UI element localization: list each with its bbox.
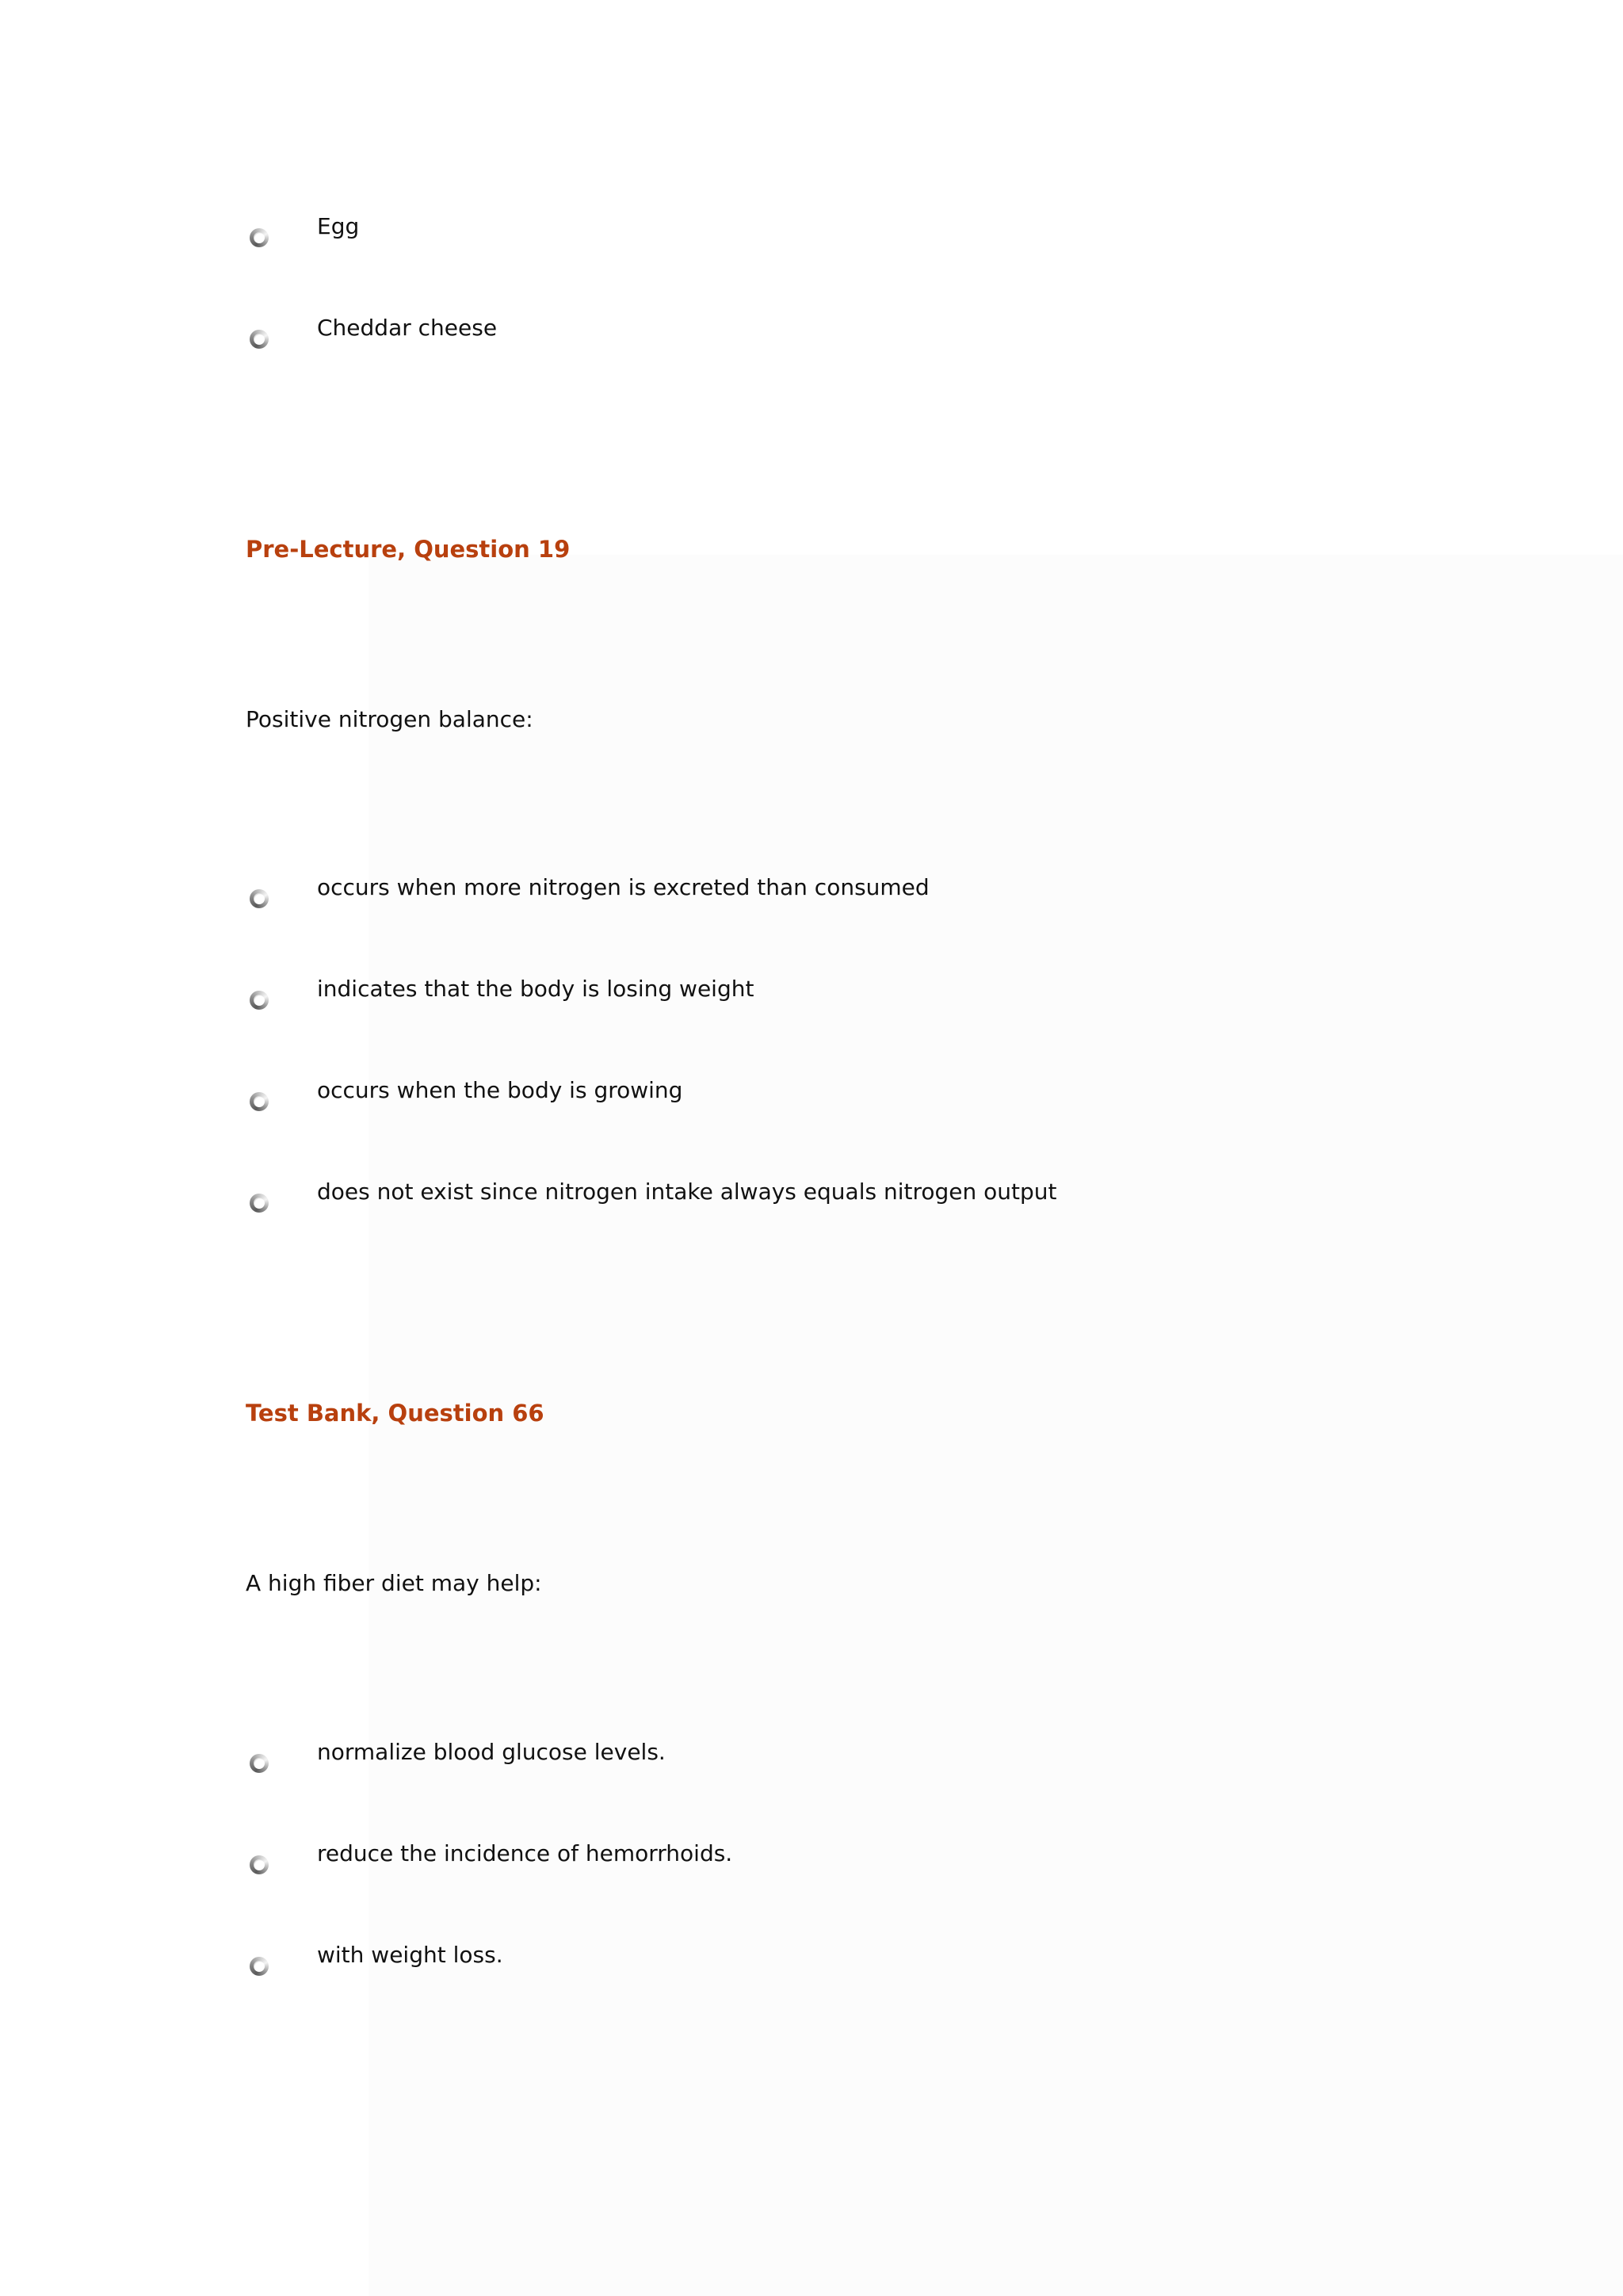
answer-option[interactable]: [246, 314, 1355, 361]
radio-button-icon[interactable]: [250, 1957, 269, 1976]
question-stem: A high fiber diet may help:: [246, 1570, 542, 1596]
radio-button-icon[interactable]: [250, 1092, 269, 1111]
option-label: reduce the incidence of hemorrhoids.: [317, 1840, 733, 1866]
answer-option[interactable]: [246, 212, 1355, 260]
radio-button-icon[interactable]: [250, 991, 269, 1010]
answer-option[interactable]: [246, 1178, 1355, 1225]
answer-option[interactable]: [246, 1941, 1355, 1988]
radio-button-icon[interactable]: [250, 1754, 269, 1773]
option-label: indicates that the body is losing weight: [317, 976, 754, 1002]
option-label: with weight loss.: [317, 1942, 503, 1968]
answer-option[interactable]: [246, 873, 1355, 921]
question-heading: Test Bank, Question 66: [246, 1400, 544, 1427]
option-label: does not exist since nitrogen intake always equals nitrogen output: [317, 1179, 1057, 1205]
answer-option[interactable]: [246, 1738, 1355, 1786]
option-label: Egg: [317, 213, 360, 239]
radio-button-icon[interactable]: [250, 889, 269, 908]
option-label: normalize blood glucose levels.: [317, 1739, 666, 1765]
radio-button-icon[interactable]: [250, 1194, 269, 1213]
answer-option[interactable]: [246, 1076, 1355, 1124]
option-label: Cheddar cheese: [317, 315, 498, 341]
radio-button-icon[interactable]: [250, 228, 269, 247]
answer-option[interactable]: [246, 975, 1355, 1022]
radio-button-icon[interactable]: [250, 330, 269, 349]
question-stem: Positive nitrogen balance:: [246, 706, 533, 732]
option-label: occurs when more nitrogen is excreted than consumed: [317, 874, 930, 900]
answer-option[interactable]: [246, 1839, 1355, 1887]
option-label: occurs when the body is growing: [317, 1077, 683, 1103]
content-background: [369, 555, 1623, 2296]
radio-button-icon[interactable]: [250, 1855, 269, 1874]
question-heading: Pre-Lecture, Question 19: [246, 536, 571, 563]
